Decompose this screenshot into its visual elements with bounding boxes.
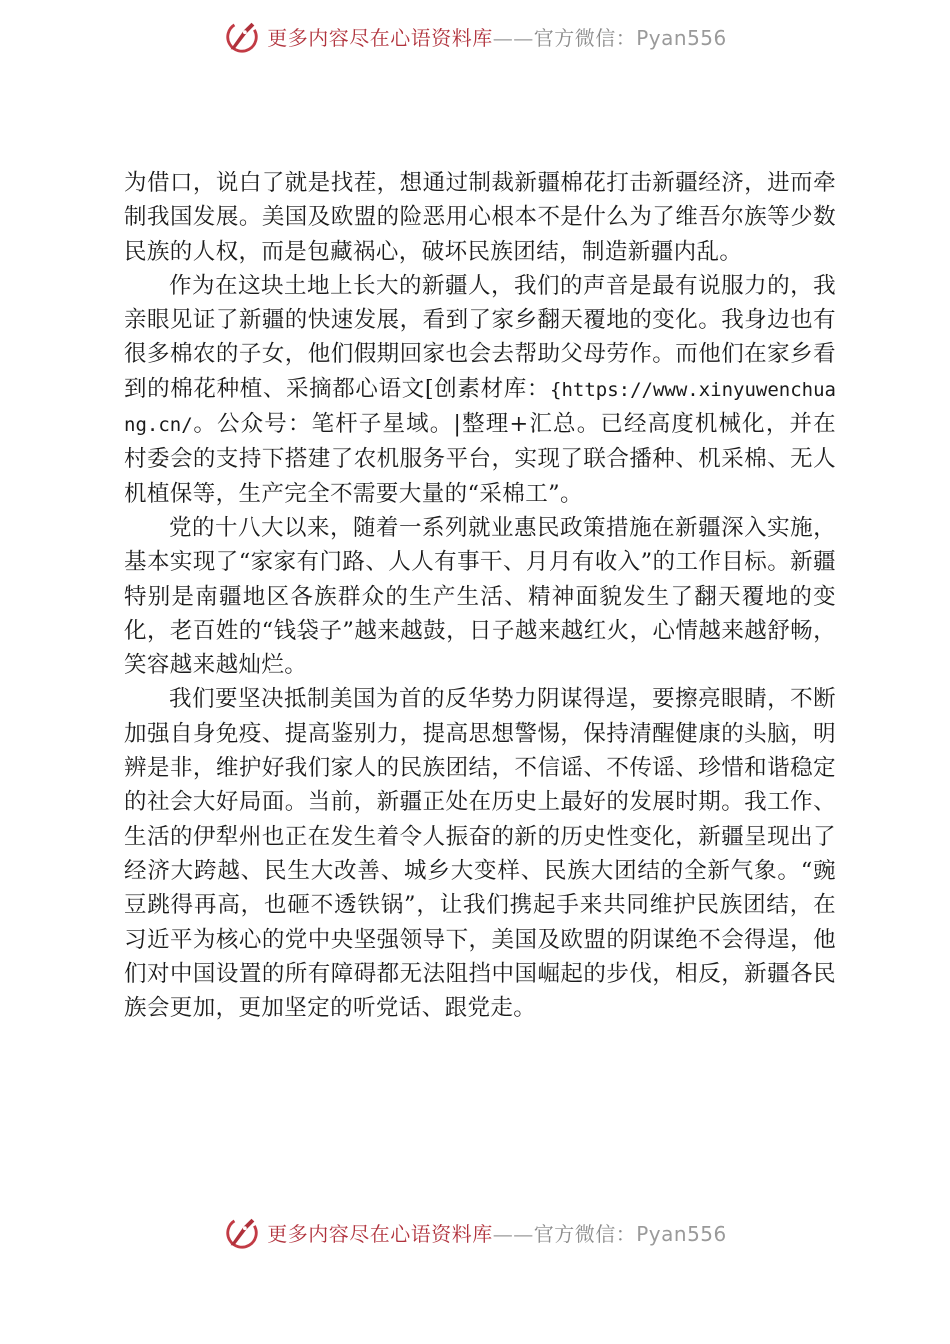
header-banner-title: 更多内容尽在心语资料库	[267, 25, 493, 50]
header-banner-dash: ——	[492, 25, 534, 50]
paragraph-2	[124, 269, 836, 511]
header-banner-label: 官方微信：	[533, 25, 637, 50]
paragraph-2-url: {https://www.xinyuwenchuang.cn/	[124, 378, 836, 437]
paragraph-2-part-b: 。公众号：笔杆子星域。|整理+汇总。已经高度机械化，并在村委会的支持下搭建了农机服务平台，实现了联合播种、机采棉、无人机植保等，生产完全不需要大量的“采棉工”。	[124, 411, 836, 507]
header-watermark-banner	[0, 14, 950, 58]
pen-nib-logo-icon	[223, 1213, 261, 1251]
paragraph-4: 我们要坚决抵制美国为首的反华势力阴谋得逞，要擦亮眼睛，不断加强自身免疫、提高鉴别力，提高思想警惕，保持清醒健康的头脑，明辨是非，维护好我们家人的民族团结，不信谣、不传谣、珍惜和谐稳定的社会大好局面。当前，新疆正处在历史上最好的发展时期。我工作、生活的伊犁州也正在发生着令人振奋的新的历史性变化，新疆呈现出了经济大跨越、民生大改善、城乡大变样、民族大团结的全新气象。“豌豆跳得再高，也砸不透铁锅”，让我们携起手来共同维护民族团结，在习近平为核心的党中央坚强领导下，美国及欧盟的阴谋绝不会得逞，他们对中国设置的所有障碍都无法阻挡中国崛起的步伐，相反，新疆各民族会更加，更加坚定的听党话、跟党走。	[124, 686, 836, 1022]
footer-banner-title: 更多内容尽在心语资料库	[267, 1221, 493, 1246]
footer-banner-text	[267, 1218, 727, 1247]
paragraph-1: 为借口，说白了就是找茬，想通过制裁新疆棉花打击新疆经济，进而牵制我国发展。美国及欧盟的险恶用心根本不是什么为了维吾尔族等少数民族的人权，而是包藏祸心，破坏民族团结，制造新疆内乱。	[124, 170, 836, 265]
footer-banner-account: Pyan556	[636, 1221, 727, 1246]
pen-nib-logo-icon	[223, 17, 261, 55]
footer-banner-dash: ——	[492, 1221, 534, 1246]
footer-watermark-banner	[0, 1210, 950, 1254]
header-banner-text	[267, 22, 727, 51]
paragraph-2-part-a: 作为在这块土地上长大的新疆人，我们的声音是最有说服力的，我亲眼见证了新疆的快速发展，看到了家乡翻天覆地的变化。我身边也有很多棉农的子女，他们假期回家也会去帮助父母劳作。而他们在家乡看到的棉花种植、采摘都心语文[创素材库：	[124, 272, 836, 402]
footer-banner-label: 官方微信：	[533, 1221, 637, 1246]
header-banner-account: Pyan556	[636, 25, 727, 50]
paragraph-3: 党的十八大以来，随着一系列就业惠民政策措施在新疆深入实施，基本实现了“家家有门路、人人有事干、月月有收入”的工作目标。新疆特别是南疆地区各族群众的生产生活、精神面貌发生了翻天覆地的变化，老百姓的“钱袋子”越来越鼓，日子越来越红火，心情越来越舒畅，笑容越来越灿烂。	[124, 514, 836, 679]
document-body	[124, 166, 836, 1025]
